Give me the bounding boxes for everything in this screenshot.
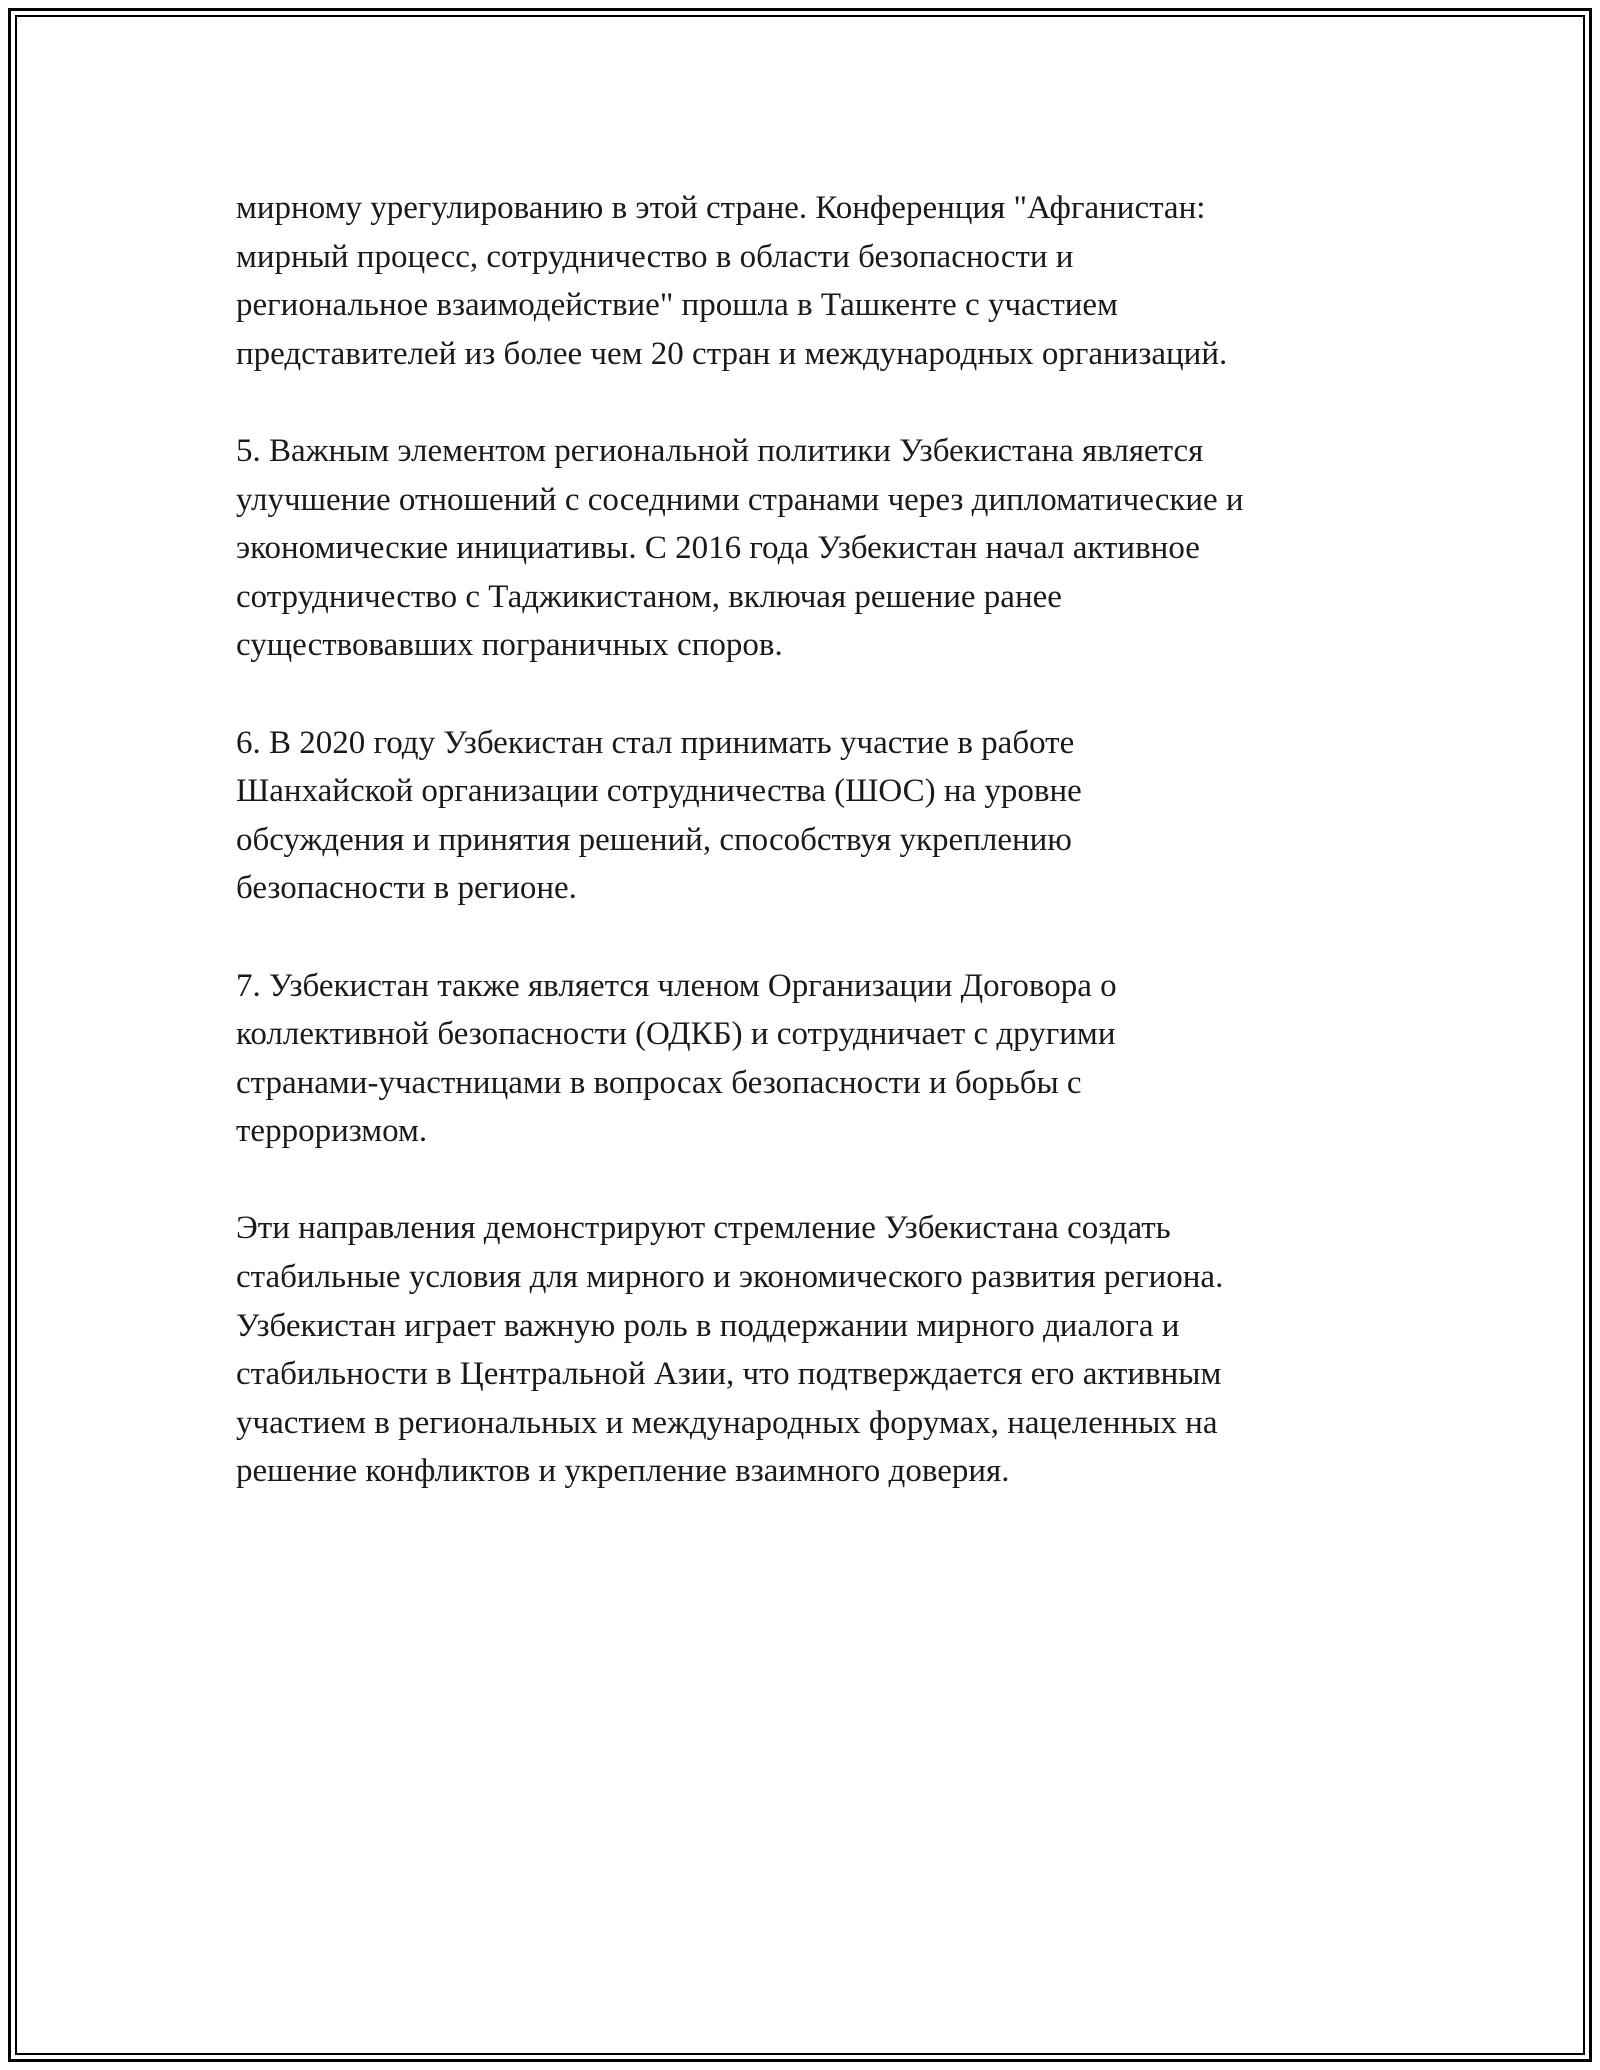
text-line: стабильности в Центральной Азии, что подтверждается его активным	[236, 1356, 1222, 1393]
text-line: 6. В 2020 году Узбекистан стал принимать участие в работе	[236, 724, 1075, 761]
paragraph-conclusion	[236, 1204, 1386, 1496]
text-line: мирный процесс, сотрудничество в области безопасности и	[236, 238, 1074, 275]
text-line: мирному урегулированию в этой стране. Конференция "Афганистан:	[236, 190, 1206, 226]
text-line: терроризмом.	[236, 1113, 428, 1150]
document-body	[236, 184, 1386, 1545]
text-line: 7. Узбекистан также является членом Организации Договора о	[236, 967, 1117, 1004]
text-line: странами-участницами в вопросах безопасности и борьбы с	[236, 1064, 1082, 1101]
text-line: коллективной безопасности (ОДКБ) и сотрудничает с другими	[236, 1016, 1116, 1053]
text-line: решение конфликтов и укрепление взаимного доверия.	[236, 1453, 1010, 1490]
text-line: региональное взаимодействие" прошла в Ташкенте с участием	[236, 287, 1118, 324]
text-line: улучшение отношений с соседними странами через дипломатические и	[236, 481, 1244, 518]
text-line: существовавших пограничных споров.	[236, 627, 783, 664]
text-line: безопасности в регионе.	[236, 870, 577, 907]
paragraph-item-5	[236, 427, 1386, 670]
text-line: Эти направления демонстрируют стремление Узбекистана создать	[236, 1210, 1171, 1247]
text-line: Шанхайской организации сотрудничества (ШОС) на уровне	[236, 773, 1082, 810]
text-line: экономические инициативы. С 2016 года Узбекистан начал активное	[236, 530, 1200, 567]
text-line: Узбекистан играет важную роль в поддержании мирного диалога и	[236, 1307, 1180, 1344]
text-line: участием в региональных и международных форумах, нацеленных на	[236, 1404, 1218, 1441]
paragraph-item-7	[236, 962, 1386, 1156]
text-line: стабильные условия для мирного и экономического развития региона.	[236, 1259, 1224, 1296]
text-line: 5. Важным элементом региональной политики Узбекистана является	[236, 432, 1204, 469]
text-line: обсуждения и принятия решений, способствуя укреплению	[236, 821, 1072, 858]
text-line: сотрудничество с Таджикистаном, включая решение ранее	[236, 578, 1062, 615]
text-line: представителей из более чем 20 стран и международных организаций.	[236, 335, 1228, 372]
paragraph-intro-continued	[236, 184, 1386, 378]
paragraph-item-6	[236, 719, 1386, 913]
